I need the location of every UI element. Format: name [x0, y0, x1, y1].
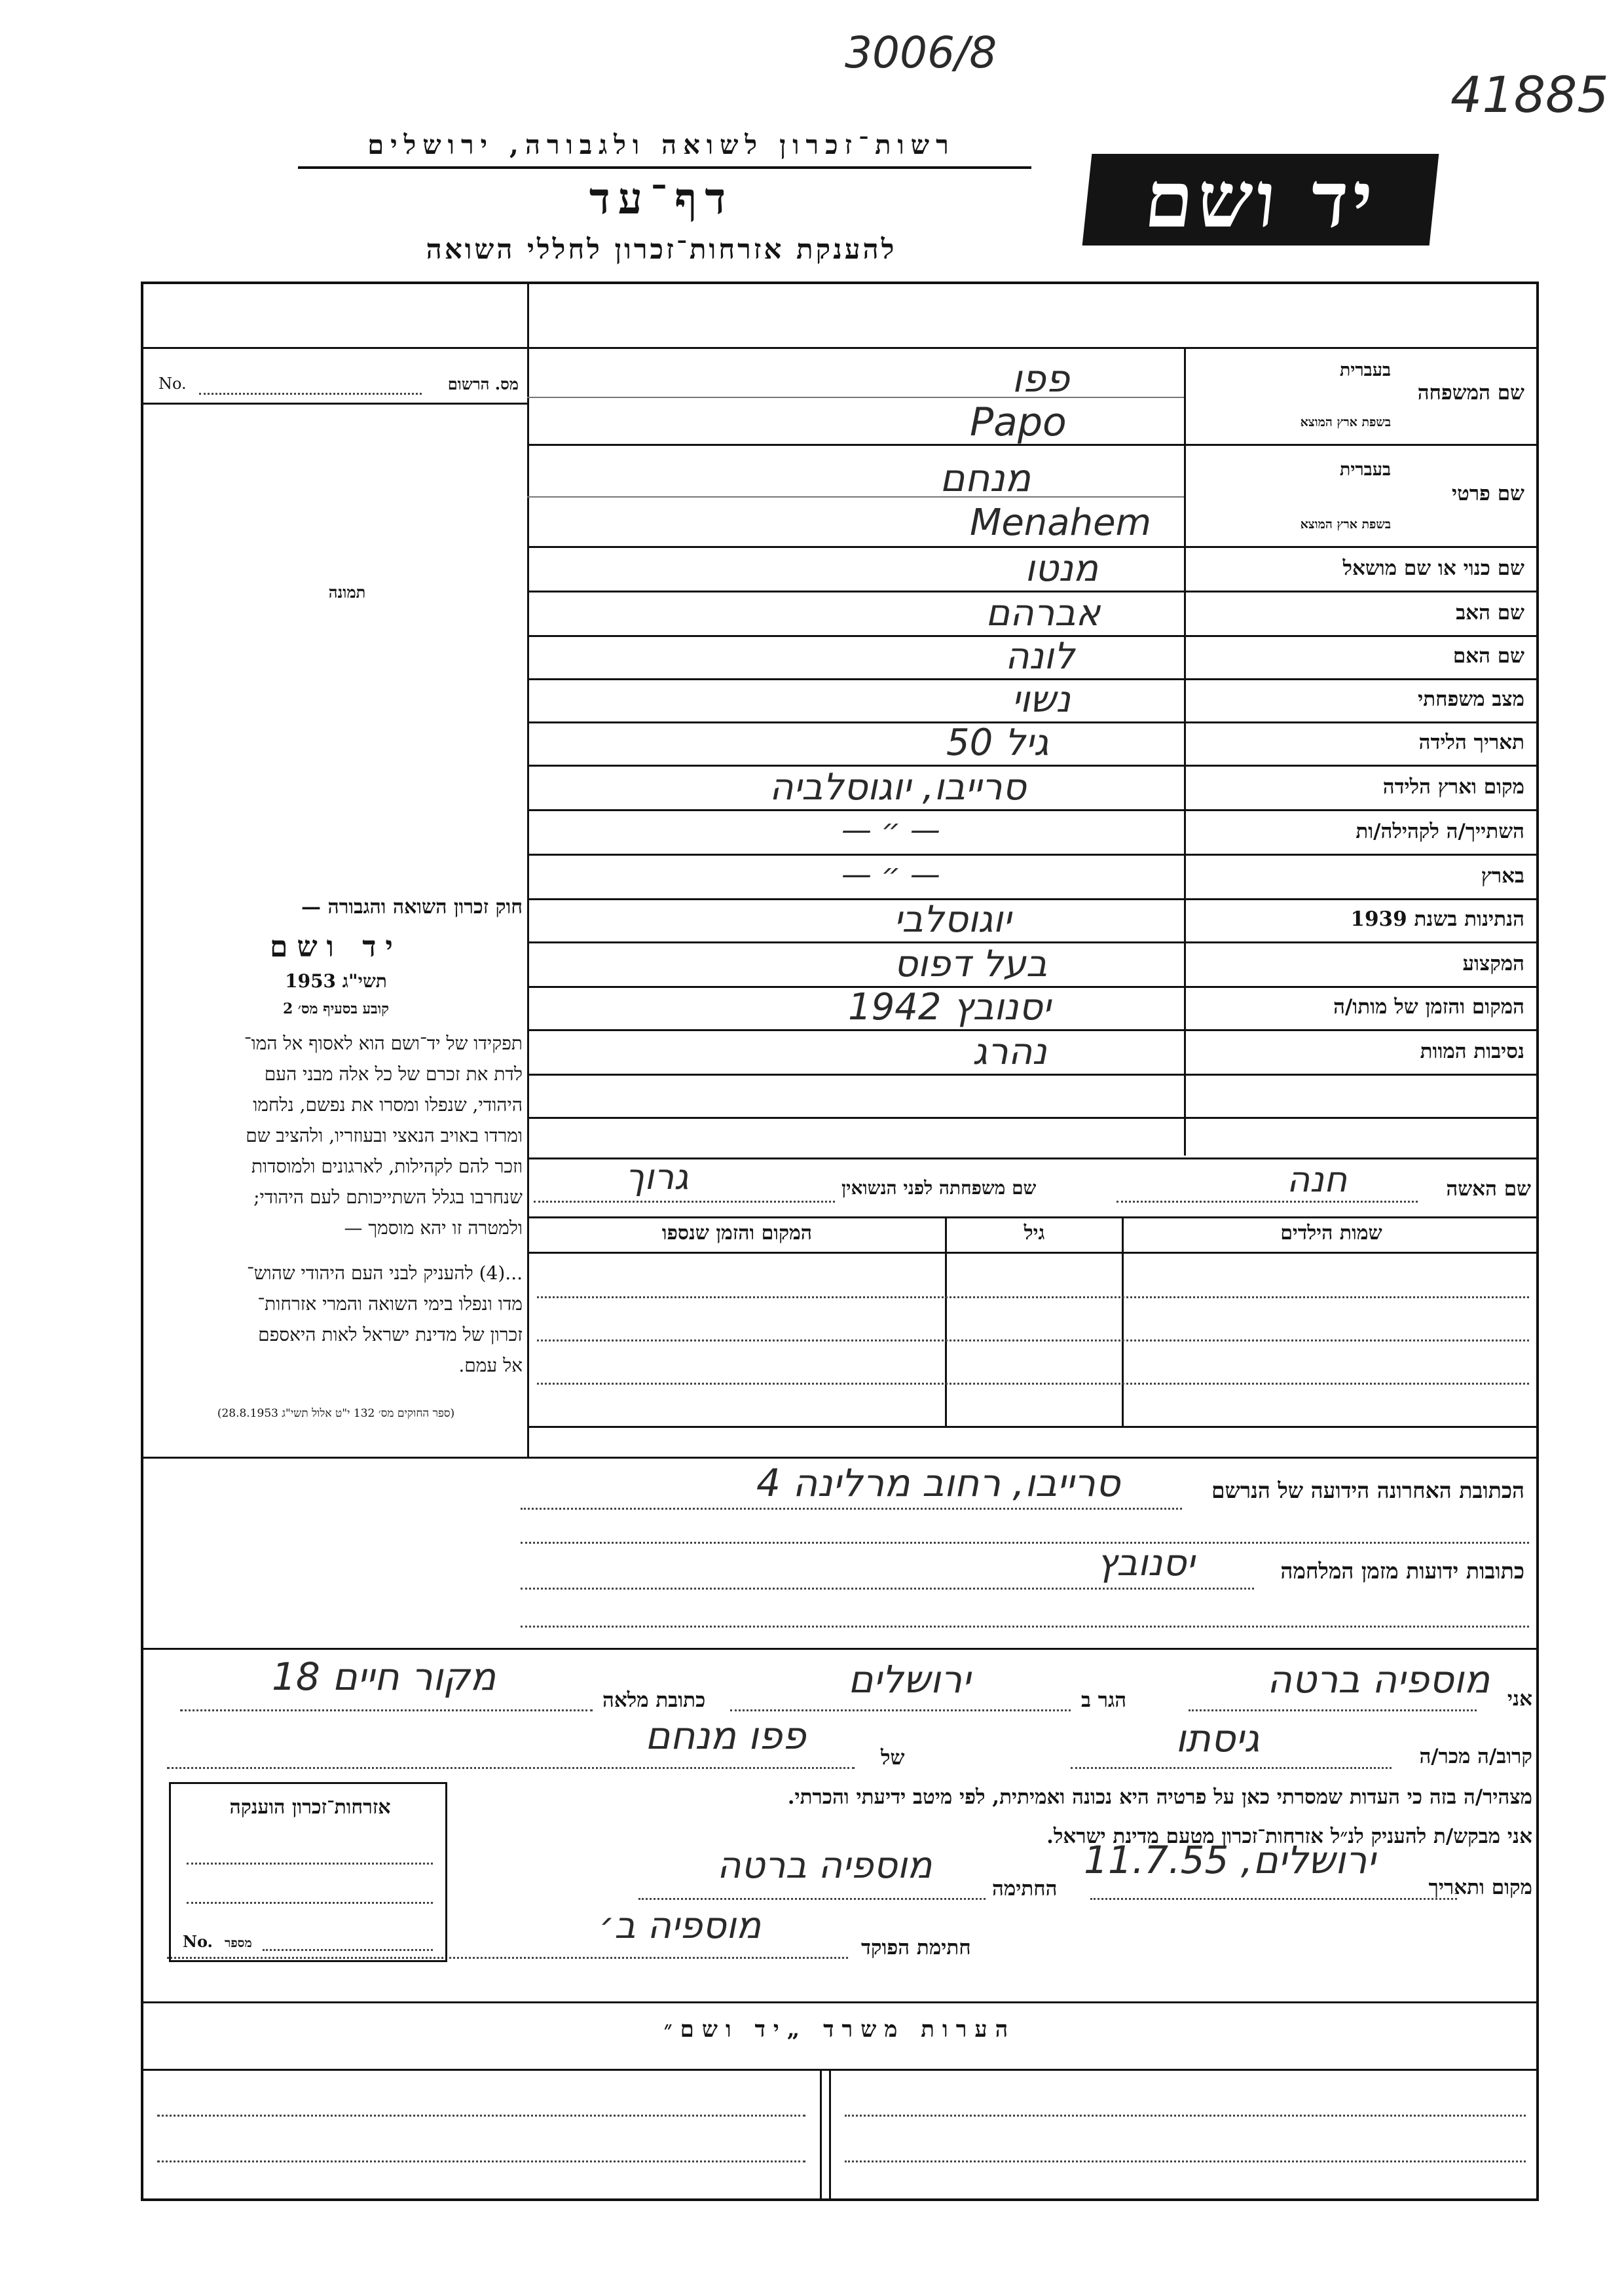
declarant-i-label: אני — [1507, 1687, 1532, 1711]
children-place-header: המקום והזמן שנספו — [661, 1222, 813, 1245]
birth-date-value[interactable]: גיל 50 — [946, 721, 1049, 764]
spouse-row — [527, 1157, 1539, 1216]
country-value[interactable]: — ״ — — [841, 856, 940, 892]
law-line: ומרדו באויב הנאצי ובעוזריו, ולהציב שם — [246, 1125, 523, 1146]
birth-place-label: מקום וארץ הלידה — [1382, 775, 1524, 799]
hebrew-sublabel: בעברית — [1339, 360, 1391, 380]
profession-label: המקצוע — [1462, 952, 1524, 975]
death-circumstances-label: נסיבות המוות — [1420, 1040, 1524, 1063]
father-name-label: שם האב — [1456, 601, 1524, 625]
declarant-name-value[interactable]: מוספיה ברטה — [1267, 1657, 1490, 1702]
officer-signature-label: חתימת הפוקד — [861, 1936, 971, 1959]
first-name-label: שם פרטי — [1451, 482, 1524, 505]
reg-prefix: No. — [158, 374, 187, 393]
birth-date-label: תאריך הלידה — [1418, 731, 1524, 754]
wife-label: שם האשה — [1446, 1177, 1531, 1201]
surname-row — [527, 347, 1539, 444]
marital-status-value[interactable]: נשוי — [1012, 678, 1071, 721]
declarant-address-value[interactable]: מקור חיים 18 — [272, 1654, 496, 1699]
community-value[interactable]: — ״ — — [841, 812, 940, 847]
registration-field[interactable] — [149, 374, 523, 398]
request-statement: אני מבקש/ת להעניק לנ״ל אזרחות־זכרון מטעם מדינת ישראל. — [1046, 1825, 1532, 1848]
origin-sublabel: בשפת ארץ המוצא — [1300, 517, 1391, 532]
children-age-header: גיל — [1024, 1222, 1045, 1245]
first-name-row — [527, 444, 1539, 546]
profession-value[interactable]: בעל דפוס — [894, 943, 1048, 985]
first-name-origin-value[interactable]: Menahem — [970, 501, 1152, 544]
law-line: היהודי, שנפלו ומסרו את נפשם, נלחמו — [253, 1094, 523, 1116]
law-name: יד ושם — [270, 930, 402, 964]
last-address-value[interactable]: סרייבו, רחוב מרלינה 4 — [756, 1461, 1120, 1505]
death-place-label: המקום והזמן של מותו/ה — [1333, 995, 1524, 1019]
law-line: לדת את זכרם של כל אלה מבני העם — [264, 1063, 523, 1085]
citizenship-number-label: מספר — [225, 1936, 252, 1950]
citizenship-1939-value[interactable]: יוגוסלבי — [894, 898, 1012, 941]
profession-row — [527, 941, 1539, 986]
last-address-label: הכתובת האחרונה הידועה של הנרשם — [1211, 1478, 1524, 1503]
full-address-label: כתובת מלאה — [602, 1688, 706, 1712]
birth-place-row — [527, 765, 1539, 809]
citizenship-granted-title: אזרחות־זכרון הוענקה — [229, 1796, 391, 1819]
yad-vashem-logo: יד ושם — [1082, 154, 1439, 246]
of-value[interactable]: פפו מנחם — [645, 1713, 806, 1758]
marital-status-row — [527, 678, 1539, 721]
surname-hebrew-value[interactable]: פפו — [1012, 356, 1070, 401]
birth-place-value[interactable]: סרייבו, יוגוסלביה — [769, 766, 1026, 809]
law-line: וזכר להם לקהילות, לארגונים ולמוסדות — [251, 1156, 523, 1177]
law-line: זכרון של מדינת ישראל לאות היאספם — [258, 1324, 523, 1345]
addresses-section — [141, 1457, 1539, 1647]
of-label: של — [881, 1746, 905, 1770]
citizenship-1939-label: הנתינות בשנת 1939 — [1350, 907, 1524, 931]
officer-signature-value[interactable]: מוספיה ב׳ — [599, 1904, 762, 1947]
law-line: ולמטרה זו יהא מוסמך — — [344, 1217, 523, 1239]
signature-value[interactable]: מוספיה ברטה — [717, 1844, 932, 1887]
surname-label: שם המשפחה — [1417, 381, 1524, 405]
wife-value[interactable]: חנה — [1287, 1159, 1348, 1200]
citizenship-number-prefix: No. — [183, 1932, 213, 1951]
reg-label: מס. הרשום — [447, 374, 519, 393]
law-text — [149, 896, 523, 1420]
place-date-label: מקום ותאריך — [1428, 1876, 1532, 1899]
law-line: מדו ונפלו בימי השואה והמרי אזרחות־ — [257, 1293, 523, 1315]
law-clause: קובע בסעיף מס׳ 2 — [282, 1000, 390, 1017]
war-address-label: כתובות ידועות מזמן המלחמה — [1280, 1558, 1524, 1584]
law-citation: (ספר החוקים מס׳ 132 י"ט אלול תשי"ג 28.8.1953) — [217, 1407, 455, 1420]
nickname-label: שם כנוי או שם מושאל — [1342, 556, 1524, 580]
maiden-name-label: שם משפחתה לפני הנשואין — [841, 1177, 1037, 1199]
relation-value[interactable]: גיסתו — [1175, 1716, 1260, 1760]
signature-label: החתימה — [992, 1877, 1058, 1901]
children-names-header: שמות הילדים — [1280, 1222, 1382, 1245]
community-label: השתייך/ה לקהילה/ות — [1356, 820, 1524, 843]
declaration-statement: מצהיר/ה בזה כי העדות שמסרתי כאן על פרטיה היא נכונה ואמיתית, לפי מיטב ידיעתי והכרתי. — [787, 1785, 1532, 1809]
war-address-value[interactable]: יסנובץ — [1097, 1542, 1195, 1584]
declarant-city-value[interactable]: ירושלים — [848, 1657, 971, 1702]
mother-name-row — [527, 635, 1539, 678]
marital-status-label: מצב משפחתי — [1418, 687, 1524, 711]
office-notes-title: הערות משרד „יד ושם״ — [663, 2016, 1016, 2043]
citizenship-1939-row — [527, 898, 1539, 941]
photo-label: תמונה — [328, 583, 366, 602]
place-date-value[interactable]: ירושלים, 11.7.55 — [1084, 1838, 1376, 1882]
father-name-row — [527, 591, 1539, 635]
law-line: תפקידו של יד־ושם הוא לאסוף אל המו־ — [244, 1032, 523, 1054]
nickname-value[interactable]: מנטו — [1025, 547, 1099, 590]
file-number: 3006/8 — [845, 27, 997, 78]
law-line: שנחרבו בגלל השתייכותם לעם היהודי; — [253, 1186, 523, 1208]
form-title: דף־עד — [589, 173, 734, 224]
form-subtitle: להענקת אזרחות־זכרון לחללי השואה — [426, 233, 897, 265]
first-name-hebrew-value[interactable]: מנחם — [940, 456, 1031, 500]
origin-sublabel: בשפת ארץ המוצא — [1300, 415, 1391, 429]
mother-name-value[interactable]: לונה — [1005, 635, 1075, 678]
maiden-name-value[interactable]: גרוך — [625, 1156, 689, 1197]
surname-origin-value[interactable]: Papo — [970, 399, 1067, 445]
country-label: בארץ — [1481, 864, 1524, 888]
law-year: תשי"ג 1953 — [285, 970, 387, 992]
law-line: אל עמם. — [458, 1355, 523, 1376]
hebrew-sublabel: בעברית — [1339, 460, 1391, 480]
mother-name-label: שם האם — [1452, 644, 1524, 668]
nickname-row — [527, 546, 1539, 591]
law-line: ...(4) להעניק לבני העם היהודי שהוש־ — [247, 1262, 523, 1284]
father-name-value[interactable]: אברהם — [986, 592, 1101, 634]
death-place-value[interactable]: יסנובץ 1942 — [848, 986, 1051, 1029]
death-circumstances-value[interactable]: נהרג — [972, 1030, 1047, 1073]
citizenship-granted-box — [169, 1782, 447, 1962]
lives-in-label: הגר ב — [1081, 1688, 1127, 1712]
death-circumstances-row — [527, 1029, 1539, 1074]
community-row — [527, 809, 1539, 854]
record-number: 41885 — [1450, 65, 1609, 124]
authority-title: רשות־זכרון לשואה ולגבורה, ירושלים — [367, 130, 955, 160]
law-title: חוק זכרון השואה והגבורה — — [301, 896, 523, 919]
death-place-row — [527, 986, 1539, 1029]
relation-label: קרוב/ה מכר/ה — [1419, 1745, 1532, 1768]
birth-date-row — [527, 721, 1539, 765]
country-row — [527, 854, 1539, 898]
